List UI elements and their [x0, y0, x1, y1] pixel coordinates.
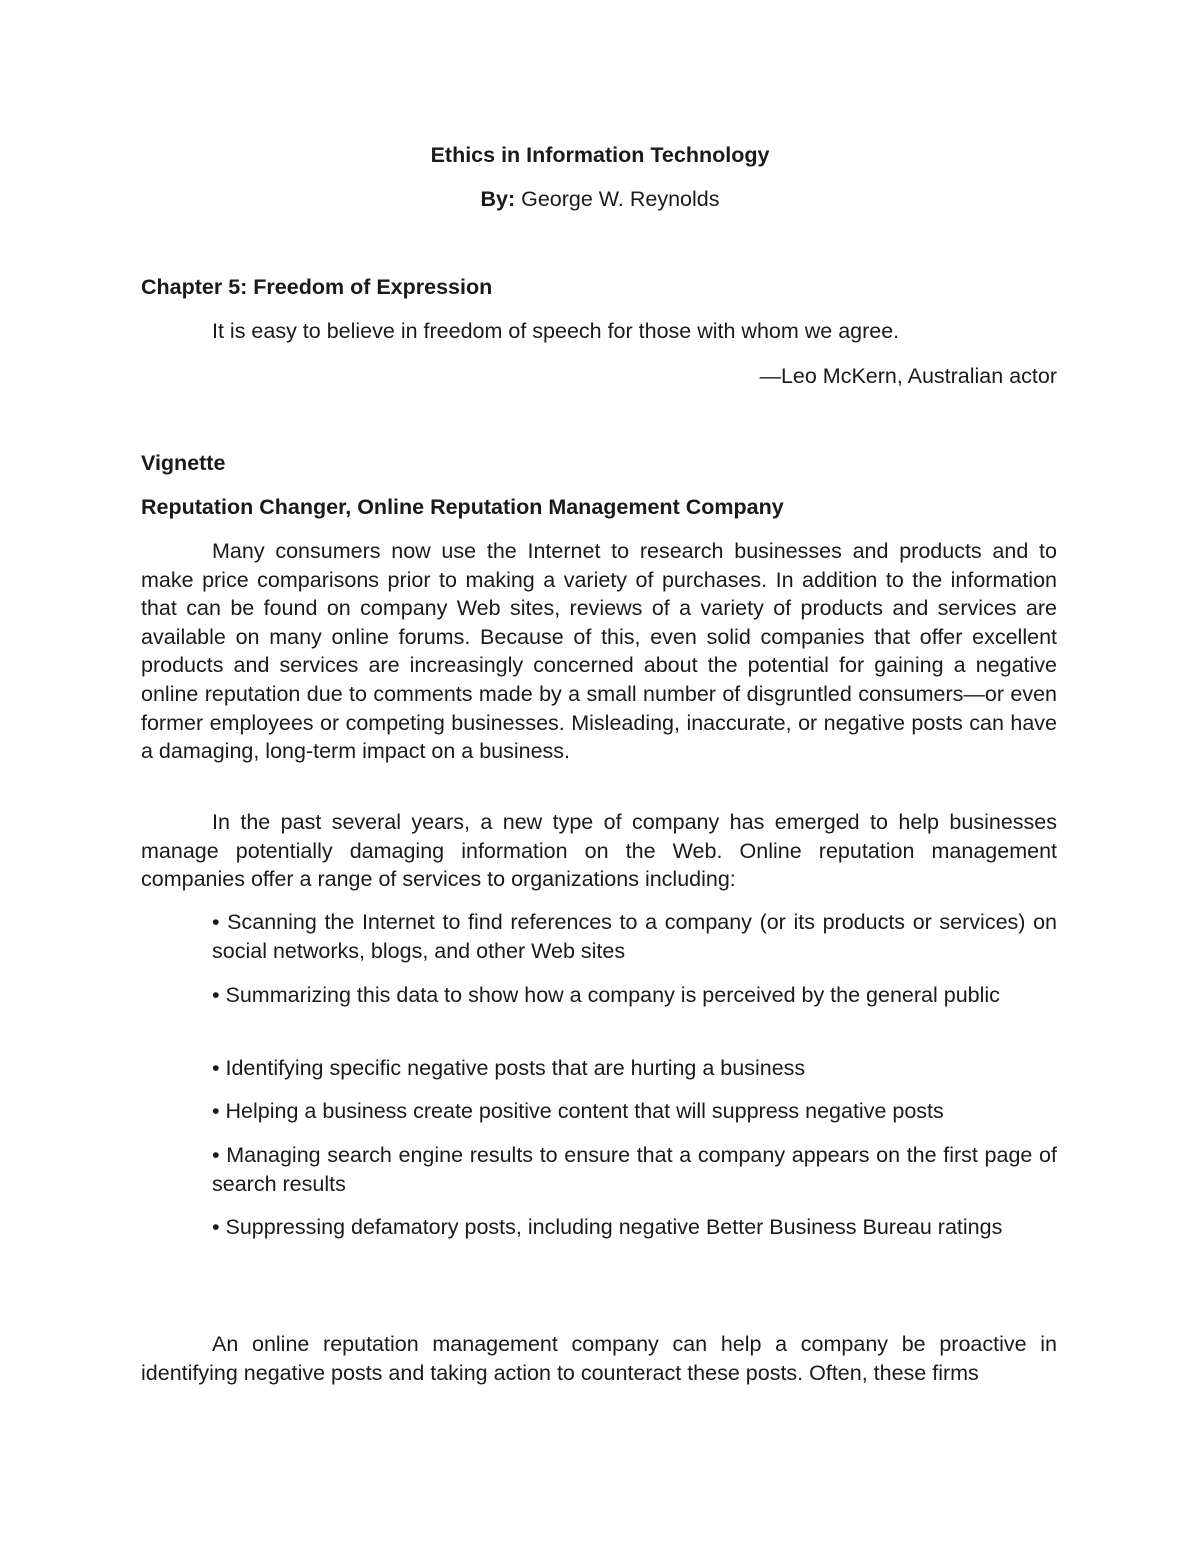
paragraph-services: In the past several years, a new type of company has emerged to help businesses manage potentially damaging information on the Web. Online reputation management companies offer a range of services to organizations including: — [141, 810, 1057, 892]
paragraph-intro: Many consumers now use the Internet to research businesses and products and to make price comparisons prior to making a variety of purchases. In addition to the information that can be found on company Web sites, reviews of a variety of products and services are available on many online forums. Because of this, even solid companies that offer excellent products and services are increasingly concerned about the potential for gaining a negative online reputation due to comments made by a small number of disgruntled consumers—or even former employees or competing businesses. Misleading, inaccurate, or negative posts can have a damaging, long-term impact on a business. — [141, 539, 1057, 764]
byline-label: By: — [480, 187, 516, 211]
byline-author: George W. Reynolds — [515, 187, 720, 211]
byline — [0, 185, 1200, 214]
epigraph-quote: It is easy to believe in freedom of speech for those with whom we agree. — [212, 319, 900, 343]
vignette-title: Reputation Changer, Online Reputation Management Company — [141, 495, 784, 519]
document-title: Ethics in Information Technology — [430, 143, 770, 167]
chapter-heading: Chapter 5: Freedom of Expression — [141, 275, 493, 299]
paragraph-conclusion: An online reputation management company can help a company be proactive in identifying negative posts and taking action to counteract these posts. Often, these firms — [141, 1332, 1057, 1385]
bullet-item: • Managing search engine results to ensure that a company appears on the first page of search results — [212, 1143, 1057, 1196]
epigraph-attribution: —Leo McKern, Australian actor — [759, 364, 1057, 388]
bullet-item: • Helping a business create positive content that will suppress negative posts — [212, 1099, 944, 1123]
bullet-item: • Identifying specific negative posts that are hurting a business — [212, 1056, 806, 1080]
bullet-item: • Suppressing defamatory posts, including negative Better Business Bureau ratings — [212, 1215, 1003, 1239]
bullet-item: • Summarizing this data to show how a company is perceived by the general public — [212, 983, 1000, 1007]
bullet-item: • Scanning the Internet to find references to a company (or its products or services) on social networks, blogs, and other Web sites — [212, 910, 1057, 963]
vignette-label: Vignette — [141, 451, 226, 475]
